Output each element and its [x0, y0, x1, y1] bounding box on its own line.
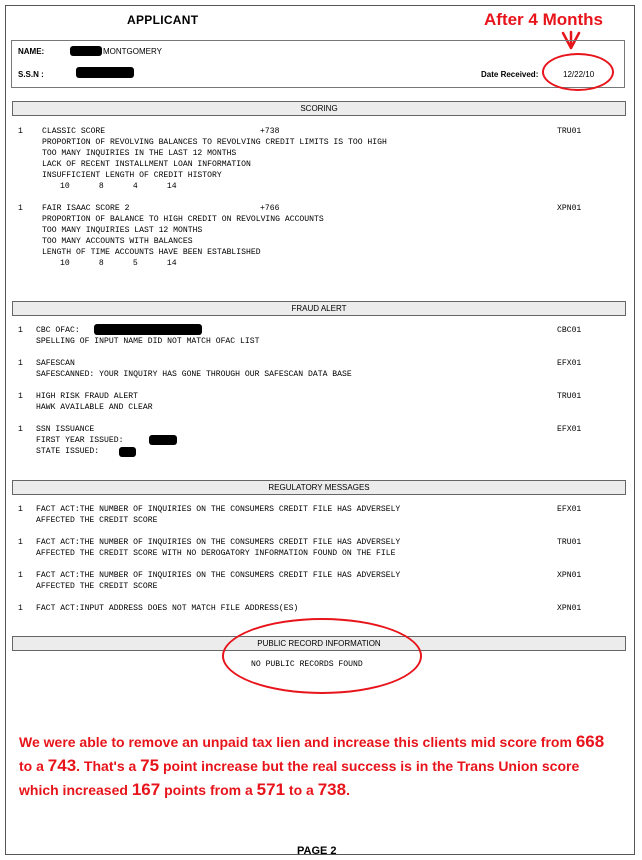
after-4-months-annotation: After 4 Months: [484, 10, 603, 29]
note-text: to a: [285, 782, 318, 798]
fraud-entry-title: SSN ISSUANCE: [36, 425, 95, 434]
fraud-entry-num: 1: [18, 326, 23, 335]
regulatory-entry-bureau: XPN01: [557, 604, 582, 613]
fraud-entry-title: SAFESCAN: [36, 359, 75, 368]
regulatory-entry-num: 1: [18, 538, 23, 547]
note-number: 75: [140, 756, 160, 775]
note-text: to a: [19, 758, 48, 774]
regulatory-entry-bureau: XPN01: [557, 571, 582, 580]
score-entry-value: +766: [260, 204, 280, 213]
redacted-ssn: [76, 67, 134, 78]
results-note: [19, 730, 619, 802]
fraud-entry-num: 1: [18, 359, 23, 368]
regulatory-entry-text: FACT ACT:INPUT ADDRESS DOES NOT MATCH FILE ADDRESS(ES): [36, 604, 299, 613]
regulatory-entry-text: AFFECTED THE CREDIT SCORE WITH NO DEROGATORY INFORMATION FOUND ON THE FILE: [36, 549, 396, 558]
public-record-text: NO PUBLIC RECORDS FOUND: [251, 660, 363, 669]
regulatory-entry-bureau: TRU01: [557, 538, 582, 547]
score-factor-codes: 10 8 5 14: [60, 259, 177, 268]
fraud-alert-header: FRAUD ALERT: [12, 301, 626, 316]
note-text: point increase but the real success is in the Trans Union score which increased: [19, 758, 580, 798]
score-reason: PROPORTION OF BALANCE TO HIGH CREDIT ON REVOLVING ACCOUNTS: [42, 215, 324, 224]
date-received-label: Date Received:: [481, 70, 539, 79]
note-number: 167: [131, 780, 161, 799]
regulatory-entry-num: 1: [18, 571, 23, 580]
note-number: 743: [47, 756, 77, 775]
redacted-ofac-name: [94, 324, 202, 335]
note-text: .: [346, 782, 350, 798]
regulatory-messages-header: REGULATORY MESSAGES: [12, 480, 626, 495]
fraud-entry-detail: FIRST YEAR ISSUED:: [36, 436, 124, 445]
score-reason: TOO MANY INQUIRIES IN THE LAST 12 MONTHS: [42, 149, 237, 158]
fraud-entry-detail: SPELLING OF INPUT NAME DID NOT MATCH OFAC LIST: [36, 337, 260, 346]
fraud-entry-bureau: TRU01: [557, 392, 582, 401]
score-entry-num: 1: [18, 204, 23, 213]
page-title: APPLICANT: [127, 13, 199, 27]
date-received-value: 12/22/10: [563, 70, 595, 79]
regulatory-entry-text: FACT ACT:THE NUMBER OF INQUIRIES ON THE CONSUMERS CREDIT FILE HAS ADVERSELY: [36, 505, 401, 514]
score-reason: TOO MANY ACCOUNTS WITH BALANCES: [42, 237, 193, 246]
fraud-entry-num: 1: [18, 392, 23, 401]
score-reason: LACK OF RECENT INSTALLMENT LOAN INFORMATION: [42, 160, 251, 169]
score-reason: LENGTH OF TIME ACCOUNTS HAVE BEEN ESTABLISHED: [42, 248, 261, 257]
redacted-year-issued: [149, 435, 177, 445]
score-reason: PROPORTION OF REVOLVING BALANCES TO REVOLVING CREDIT LIMITS IS TOO HIGH: [42, 138, 387, 147]
fraud-entry-detail: SAFESCANNED: YOUR INQUIRY HAS GONE THROUGH OUR SAFESCAN DATA BASE: [36, 370, 352, 379]
regulatory-entry-text: AFFECTED THE CREDIT SCORE: [36, 582, 158, 591]
public-record-highlight-circle: [222, 618, 422, 694]
fraud-entry-bureau: CBC01: [557, 326, 582, 335]
name-value: MONTGOMERY: [103, 47, 162, 56]
regulatory-entry-text: FACT ACT:THE NUMBER OF INQUIRIES ON THE CONSUMERS CREDIT FILE HAS ADVERSELY: [36, 571, 401, 580]
scoring-header: SCORING: [12, 101, 626, 116]
regulatory-entry-text: FACT ACT:THE NUMBER OF INQUIRIES ON THE CONSUMERS CREDIT FILE HAS ADVERSELY: [36, 538, 401, 547]
regulatory-entry-text: AFFECTED THE CREDIT SCORE: [36, 516, 158, 525]
score-entry-bureau: TRU01: [557, 127, 582, 136]
note-text: . That's a: [76, 758, 141, 774]
fraud-entry-bureau: EFX01: [557, 425, 582, 434]
regulatory-entry-num: 1: [18, 505, 23, 514]
score-entry-bureau: XPN01: [557, 204, 582, 213]
score-entry-num: 1: [18, 127, 23, 136]
fraud-entry-title: HIGH RISK FRAUD ALERT: [36, 392, 138, 401]
fraud-entry-detail: STATE ISSUED:: [36, 447, 100, 456]
fraud-entry-num: 1: [18, 425, 23, 434]
score-factor-codes: 10 8 4 14: [60, 182, 177, 191]
public-record-header: PUBLIC RECORD INFORMATION: [12, 636, 626, 651]
note-text: points from a: [160, 782, 257, 798]
fraud-entry-detail: HAWK AVAILABLE AND CLEAR: [36, 403, 153, 412]
regulatory-entry-num: 1: [18, 604, 23, 613]
score-entry-value: +738: [260, 127, 280, 136]
redacted-state-issued: [119, 447, 136, 457]
score-entry-name: CLASSIC SCORE: [42, 127, 106, 136]
date-highlight-circle: [542, 53, 614, 91]
score-reason: TOO MANY INQUIRIES LAST 12 MONTHS: [42, 226, 203, 235]
redacted-first-name: [70, 46, 102, 56]
ssn-label: S.S.N :: [18, 70, 44, 79]
score-reason: INSUFFICIENT LENGTH OF CREDIT HISTORY: [42, 171, 222, 180]
note-number: 668: [575, 732, 605, 751]
fraud-entry-title: CBC OFAC:: [36, 326, 80, 335]
regulatory-entry-bureau: EFX01: [557, 505, 582, 514]
name-label: NAME:: [18, 47, 45, 56]
page-number: PAGE 2: [297, 845, 337, 857]
note-number: 571: [256, 780, 286, 799]
fraud-entry-bureau: EFX01: [557, 359, 582, 368]
note-number: 738: [317, 780, 347, 799]
note-text: We were able to remove an unpaid tax lien and increase this clients mid score from: [19, 734, 576, 750]
score-entry-name: FAIR ISAAC SCORE 2: [42, 204, 130, 213]
